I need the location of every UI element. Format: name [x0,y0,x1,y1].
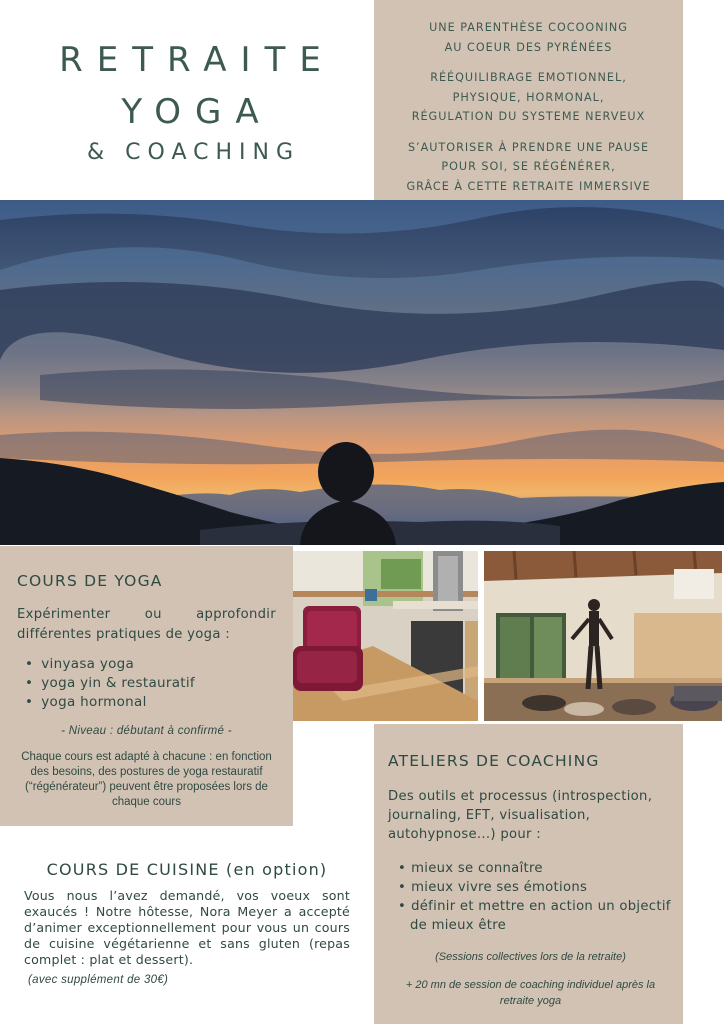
coaching-text: Des outils et processus (introspection, journaling, EFT, visualisation, autohypnose...) pour : [388,789,653,842]
sunset-illustration [0,200,724,545]
yoga-studio-photo [484,551,722,721]
title-line-1: RETRAITE [59,40,335,80]
intro-paragraph-3: S’AUTORISER À PRENDRE UNE PAUSE POUR SOI, SE RÉGÉNÉRER, GRÂCE À CETTE RETRAITE IMMERSIVE [406,140,651,193]
list-item: • yoga yin & restauratif [25,674,276,693]
title-line-2: YOGA [121,92,273,132]
list-item: • mieux vivre ses émotions [398,878,673,897]
coaching-sessions-note: (Sessions collectives lors de la retraite) [435,951,626,963]
yoga-intro: Expérimenter ou approfondir différentes pratiques de yoga : [17,607,276,642]
cuisine-text: Vous nous l’avez demandé, vos voeux sont exaucés ! Notre hôtesse, Nora Meyer a accepté d’animer exceptionnellement pour vous un cours de cuisine végétarienne et sans gluten (repas complet : plat et dessert). [24,888,350,967]
list-item: • vinyasa yoga [25,655,276,674]
interior-cushions-photo [293,551,478,721]
list-item: • yoga hormonal [25,693,276,712]
list-item: • mieux se connaître [398,859,673,878]
intro-paragraph-1: UNE PARENTHÈSE COCOONING AU COEUR DES PYRÉNÉES [429,21,628,54]
coaching-section [374,724,683,1024]
coaching-individual-note: + 20 mn de session de coaching individuel après la retraite yoga [405,979,656,1007]
coaching-list [388,859,673,935]
yoga-note: Chaque cours est adapté à chacune : en fonction des besoins, des postures de yoga restauratif (“régénérateur”) peuvent être proposées lors de chaque cours [21,751,272,808]
coaching-heading: ATELIERS DE COACHING [388,752,600,770]
cuisine-heading: COURS DE CUISINE (en option) [46,860,328,879]
title-line-3: & COACHING [87,140,300,165]
hero-sunset-image [0,200,724,545]
yoga-level: - Niveau : débutant à confirmé - [61,725,232,737]
list-item: • définir et mettre en action un objectif de mieux être [398,897,673,935]
intro-paragraph-2: RÉÉQUILIBRAGE EMOTIONNEL, PHYSIQUE, HORMONAL, RÉGULATION DU SYSTEME NERVEUX [411,71,646,123]
intro-box [374,0,683,216]
yoga-heading: COURS DE YOGA [17,572,163,590]
cuisine-supplement: (avec supplément de 30€) [28,974,169,986]
cuisine-section [24,860,350,986]
yoga-section [0,546,293,826]
yoga-list [17,655,276,712]
